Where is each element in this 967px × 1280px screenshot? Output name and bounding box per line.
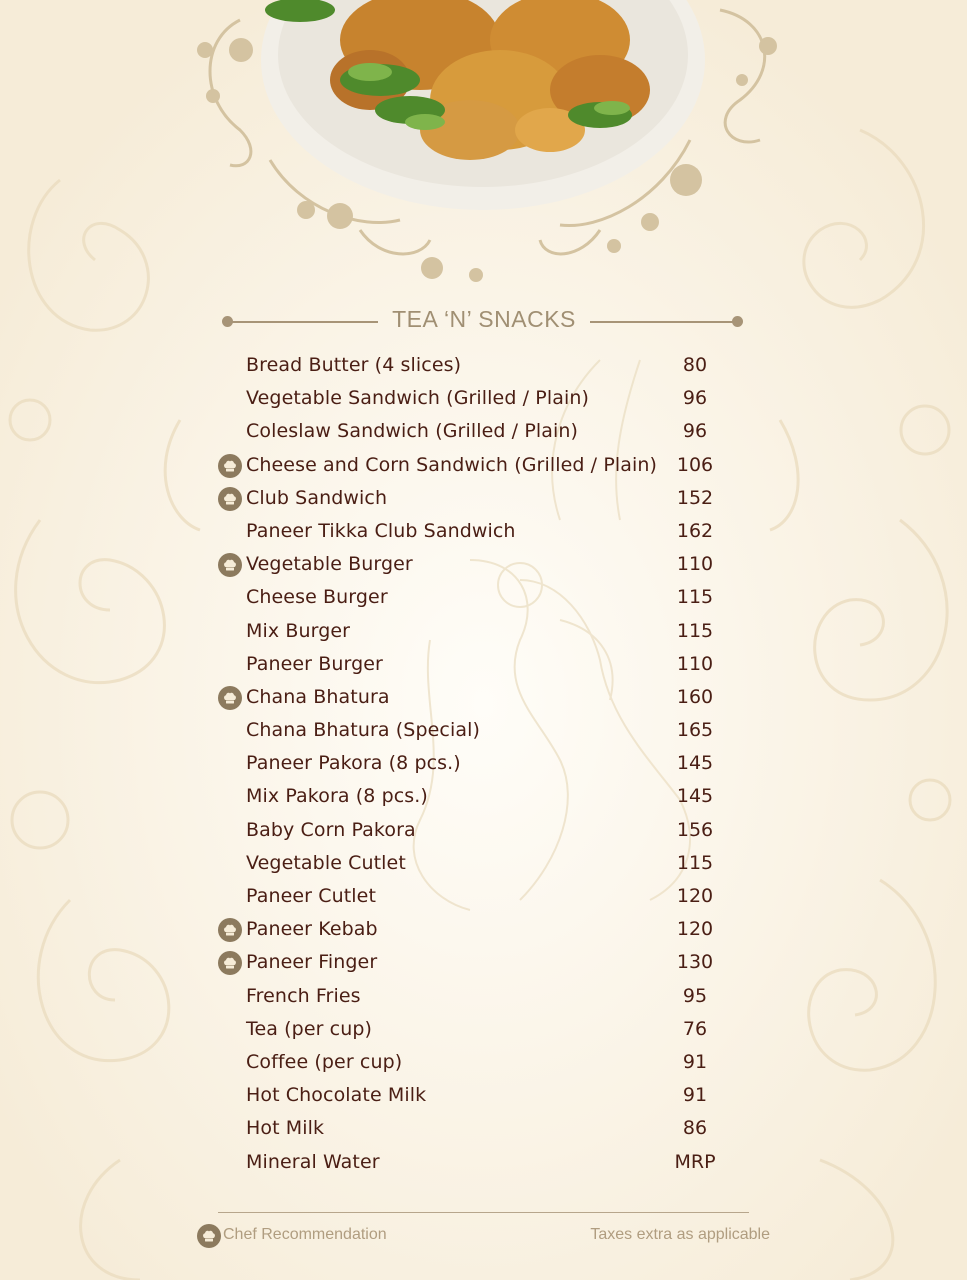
menu-item-name: Paneer Finger	[246, 951, 378, 974]
menu-item-name: Coffee (per cup)	[246, 1050, 403, 1073]
menu-item-name: Paneer Kebab	[246, 918, 378, 941]
menu-item-name: Vegetable Burger	[246, 553, 413, 576]
header-rule-left	[230, 321, 378, 323]
menu-item-name: Chana Bhatura (Special)	[246, 719, 480, 742]
menu-item-row	[216, 483, 736, 516]
menu-item-name: Mix Pakora (8 pcs.)	[246, 785, 428, 808]
menu-item-row	[216, 549, 736, 582]
menu-item-name: Baby Corn Pakora	[246, 818, 416, 841]
menu-item-name: Vegetable Cutlet	[246, 851, 406, 874]
menu-item-price: 130	[676, 951, 714, 974]
menu-item-row	[216, 881, 736, 914]
menu-item-price: 106	[676, 453, 714, 476]
menu-item-row	[216, 582, 736, 615]
chef-recommendation-legend: Chef Recommendation	[223, 1226, 387, 1243]
menu-item-price: 115	[676, 619, 714, 642]
menu-item-row	[216, 815, 736, 848]
menu-item-price: 91	[682, 1050, 708, 1073]
menu-item-name: Chana Bhatura	[246, 685, 390, 708]
chef-hat-icon	[218, 553, 242, 577]
menu-item-price: 91	[682, 1084, 708, 1107]
menu-item-name: Coleslaw Sandwich (Grilled / Plain)	[246, 420, 579, 443]
menu-item-row	[216, 1047, 736, 1080]
header-rule-right	[590, 321, 738, 323]
menu-item-name: Paneer Tikka Club Sandwich	[246, 519, 516, 542]
menu-item-list	[216, 350, 736, 1180]
menu-item-name: Club Sandwich	[246, 486, 388, 509]
chef-hat-icon	[218, 686, 242, 710]
chef-hat-icon	[218, 487, 242, 511]
menu-item-price: 115	[676, 851, 714, 874]
section-title: TEA ‘N’ SNACKS	[392, 306, 576, 332]
menu-item-row	[216, 350, 736, 383]
menu-item-price: 95	[682, 984, 708, 1007]
menu-item-row	[216, 748, 736, 781]
menu-item-row	[216, 1014, 736, 1047]
header-ornament-dot-right	[732, 316, 743, 327]
menu-item-name: Vegetable Sandwich (Grilled / Plain)	[246, 387, 590, 410]
menu-item-name: Hot Milk	[246, 1117, 325, 1140]
menu-item-name: French Fries	[246, 984, 361, 1007]
chef-hat-icon	[218, 951, 242, 975]
menu-item-row	[216, 1080, 736, 1113]
menu-item-row	[216, 848, 736, 881]
menu-item-price: 120	[676, 918, 714, 941]
chef-hat-icon	[197, 1224, 221, 1248]
menu-item-name: Paneer Burger	[246, 652, 383, 675]
menu-item-name: Cheese Burger	[246, 586, 388, 609]
menu-item-name: Paneer Cutlet	[246, 885, 376, 907]
menu-item-row	[216, 516, 736, 549]
tax-note: Taxes extra as applicable	[590, 1226, 770, 1243]
menu-item-row	[216, 781, 736, 814]
menu-item-price: 110	[676, 553, 714, 576]
menu-item-row	[216, 1113, 736, 1146]
section-header	[222, 300, 746, 344]
menu-item-price: 160	[676, 685, 714, 708]
chef-hat-icon	[218, 918, 242, 942]
menu-item-row	[216, 715, 736, 748]
menu-item-price: 115	[676, 586, 714, 609]
menu-item-price: 96	[682, 420, 708, 443]
menu-item-row	[216, 383, 736, 416]
menu-item-price: MRP	[674, 1150, 716, 1173]
menu-item-price: 162	[676, 519, 714, 542]
menu-item-row	[216, 682, 736, 715]
menu-item-name: Bread Butter (4 slices)	[246, 354, 462, 376]
menu-item-row	[216, 947, 736, 980]
menu-item-price: 96	[682, 387, 708, 410]
menu-item-row	[216, 981, 736, 1014]
menu-item-price: 120	[676, 885, 714, 907]
menu-item-price: 80	[682, 354, 708, 376]
menu-item-price: 76	[682, 1017, 708, 1040]
menu-item-name: Mineral Water	[246, 1150, 380, 1173]
menu-item-name: Hot Chocolate Milk	[246, 1084, 427, 1107]
menu-item-price: 152	[676, 486, 714, 509]
menu-item-row	[216, 914, 736, 947]
chef-hat-icon	[218, 454, 242, 478]
menu-item-name: Mix Burger	[246, 619, 351, 642]
menu-item-price: 145	[676, 785, 714, 808]
menu-item-row	[216, 1147, 736, 1180]
menu-item-price: 86	[682, 1117, 708, 1140]
pakora-plate-illustration	[0, 0, 967, 300]
menu-item-price: 156	[676, 818, 714, 841]
menu-item-name: Tea (per cup)	[246, 1017, 373, 1040]
menu-item-name: Cheese and Corn Sandwich (Grilled / Plain)	[246, 453, 658, 476]
menu-item-price: 110	[676, 652, 714, 675]
menu-item-price: 165	[676, 719, 714, 742]
menu-item-row	[216, 416, 736, 449]
menu-item-name: Paneer Pakora (8 pcs.)	[246, 752, 461, 775]
footer-divider	[218, 1212, 749, 1213]
menu-item-row	[216, 616, 736, 649]
menu-item-row	[216, 649, 736, 682]
menu-item-row	[216, 450, 736, 483]
menu-item-price: 145	[676, 752, 714, 775]
